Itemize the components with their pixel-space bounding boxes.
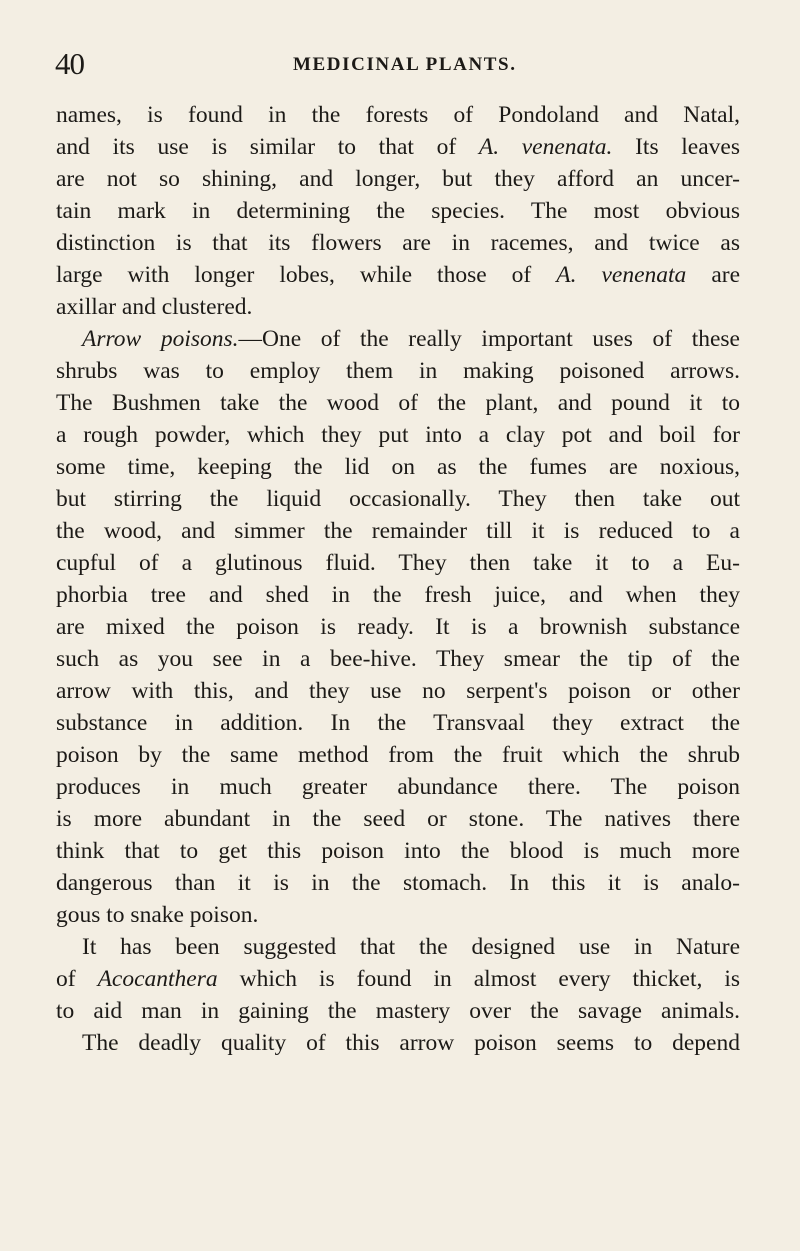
text-line: produces in much greater abundance there. The poison xyxy=(56,774,740,800)
text-line: gous to snake poison. xyxy=(56,902,259,928)
text-line: Arrow poisons.—One of the really important uses of these xyxy=(82,326,740,352)
text-line: are mixed the poison is ready. It is a brownish substance xyxy=(56,614,740,640)
text-line: poison by the same method from the fruit which the shrub xyxy=(56,742,740,768)
text-line: large with longer lobes, while those of A. venenata are xyxy=(56,262,741,288)
text-line: It has been suggested that the designed use in Nature xyxy=(82,934,740,960)
text-line: think that to get this poison into the blood is much more xyxy=(56,838,740,864)
text-line: to aid man in gaining the mastery over the savage animals. xyxy=(56,998,740,1024)
text-line: such as you see in a bee-hive. They smear the tip of the xyxy=(56,646,740,672)
text-line: axillar and clustered. xyxy=(56,294,253,320)
text-line: of Acocanthera which is found in almost every thicket, is xyxy=(56,966,741,992)
italic-text: A. venenata xyxy=(556,262,687,288)
body-text xyxy=(56,99,740,1059)
text-line: The deadly quality of this arrow poison seems to depend xyxy=(82,1030,740,1056)
text-line: distinction is that its flowers are in racemes, and twice as xyxy=(56,230,740,256)
text-line: are not so shining, and longer, but they afford an uncer- xyxy=(56,166,740,192)
text-line: a rough powder, which they put into a clay pot and boil for xyxy=(56,422,740,448)
page-number: 40 xyxy=(55,46,84,81)
text-line: shrubs was to employ them in making poisoned arrows. xyxy=(56,358,740,384)
italic-text: Acocanthera xyxy=(97,966,218,992)
text-line: arrow with this, and they use no serpent's poison or other xyxy=(56,678,740,704)
text-line: some time, keeping the lid on as the fumes are noxious, xyxy=(56,454,740,480)
text-line: names, is found in the forests of Pondoland and Natal, xyxy=(56,102,740,128)
text-line: The Bushmen take the wood of the plant, and pound it to xyxy=(56,390,740,416)
text-line: the wood, and simmer the remainder till it is reduced to a xyxy=(56,518,740,544)
running-head xyxy=(55,44,755,84)
text-line: and its use is similar to that of A. venenata. Its leaves xyxy=(56,134,740,160)
text-line: substance in addition. In the Transvaal they extract the xyxy=(56,710,740,736)
text-line: cupful of a glutinous fluid. They then take it to a Eu- xyxy=(56,550,740,576)
text-line: dangerous than it is in the stomach. In this it is analo- xyxy=(56,870,740,896)
italic-text: Arrow poisons. xyxy=(82,326,239,352)
text-line: phorbia tree and shed in the fresh juice, and when they xyxy=(56,582,740,608)
text-line: is more abundant in the seed or stone. The natives there xyxy=(56,806,740,832)
running-title: MEDICINAL PLANTS. xyxy=(293,54,517,75)
italic-text: A. venenata. xyxy=(478,134,613,160)
text-line: tain mark in determining the species. The most obvious xyxy=(56,198,740,224)
text-line: but stirring the liquid occasionally. They then take out xyxy=(56,486,740,512)
